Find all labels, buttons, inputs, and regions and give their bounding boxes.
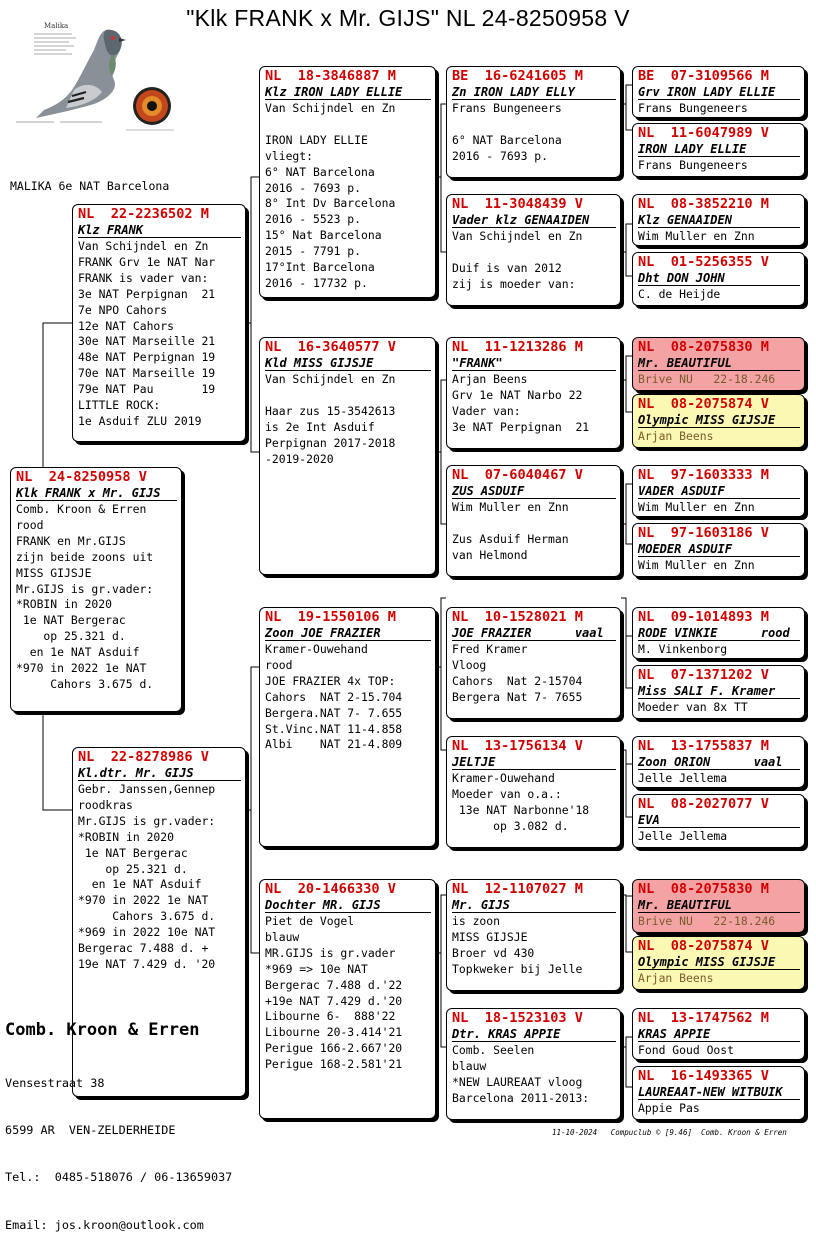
card-g5-7[interactable] [632, 465, 805, 517]
ring-number: NL 12-1107027 M [452, 881, 583, 897]
card-line: Brive NU 22-18.246 [638, 914, 776, 928]
owner-phone: Tel.: 0485-518076 / 06-13659037 [5, 1170, 233, 1185]
card-line: 30e NAT Marseille 21 [78, 334, 216, 349]
card-line: Van Schijndel en Zn [78, 239, 209, 253]
card-line: op 3.082 d. [452, 818, 569, 833]
card-line: Topkweker bij Jelle [452, 961, 583, 976]
card-line [265, 117, 431, 133]
ring-number: NL 22-8278986 V [78, 749, 209, 765]
ring-number: BE 16-6241605 M [452, 68, 583, 84]
ring-number: NL 01-5256355 V [638, 254, 769, 270]
card-line: Wim Muller en Znn [638, 500, 755, 514]
pigeon-name: Miss SALI F. Kramer [638, 684, 800, 699]
card-line: Vader van: [452, 403, 521, 418]
card-line: 1e NAT Bergerac [16, 613, 126, 628]
card-ssd[interactable] [446, 194, 621, 306]
card-line: Perpignan 2017-2018 [265, 435, 396, 450]
pigeon-name: IRON LADY ELLIE [638, 142, 800, 157]
card-sire-dam[interactable] [259, 337, 436, 575]
card-line: Frans Bungeneers [638, 101, 748, 115]
card-line: MISS GIJSJE [16, 565, 92, 580]
card-line: 79e NAT Pau 19 [78, 382, 216, 397]
owner-name: Comb. Kroon & Erren [5, 1020, 200, 1040]
card-line: 1e Asduif ZLU 2019 [78, 413, 202, 428]
card-line: Arjan Beens [638, 429, 714, 443]
card-line: *969 => 10e NAT [265, 961, 368, 976]
card-line: 2016 - 5523 p. [265, 212, 362, 227]
card-line: Vloog [452, 657, 487, 672]
card-sdd[interactable] [446, 465, 621, 577]
ring-number: NL 19-1550106 M [265, 609, 396, 625]
card-line: rood [16, 517, 44, 532]
ring-number: NL 16-3640577 V [265, 339, 396, 355]
ring-number: NL 08-3852210 M [638, 196, 769, 212]
card-line: Cahors Nat 2-15704 [452, 673, 583, 688]
card-g5-6[interactable] [632, 394, 805, 448]
ring-number: NL 11-6047989 V [638, 125, 769, 141]
card-g5-3[interactable] [632, 194, 805, 246]
card-line: Haar zus 15-3542613 [265, 403, 396, 418]
card-line: en 1e NAT Asduif [16, 645, 140, 660]
card-line: IRON LADY ELLIE [265, 132, 368, 147]
card-line: MISS GIJSJE [452, 929, 528, 944]
ring-number: NL 08-2027077 V [638, 796, 769, 812]
card-line: Moeder van 8x TT [638, 700, 748, 714]
card-line: 1e NAT Bergerac [78, 845, 188, 860]
pigeon-name: JELTJE [452, 755, 616, 770]
card-sss[interactable] [446, 66, 621, 178]
pigeon-name: Zn IRON LADY ELLY [452, 85, 616, 100]
pigeon-name: Mr. BEAUTIFUL [638, 898, 800, 913]
card-line: 3e NAT Perpignan 21 [452, 419, 590, 434]
pedigree-title: "Klk FRANK x Mr. GIJS" NL 24-8250958 V [186, 5, 630, 31]
card-line: Van Schijndel en Zn [452, 229, 583, 243]
card-g5-14[interactable] [632, 936, 805, 990]
ring-number: NL 18-1523103 V [452, 1010, 583, 1026]
card-line: Wim Muller en Znn [452, 500, 569, 514]
card-line: FRANK is vader van: [78, 270, 209, 285]
ring-number: NL 10-1528021 M [452, 609, 583, 625]
pigeon-name: JOE FRAZIER vaal [452, 626, 616, 641]
footer-credit: 11-10-2024 Compuclub © [9.46] Comb. Kroon & Erren [552, 1128, 787, 1137]
card-g5-16[interactable] [632, 1066, 805, 1120]
card-line: FRANK Grv 1e NAT Nar [78, 254, 216, 269]
pigeon-name: MOEDER ASDUIF [638, 542, 800, 557]
card-line: blauw [265, 929, 300, 944]
card-line: Mr.GIJS is gr.vader: [78, 813, 216, 828]
card-line: Broer vd 430 [452, 945, 535, 960]
pigeon-name: Olympic MISS GIJSJE [638, 955, 800, 970]
card-dam-sire[interactable] [259, 607, 436, 847]
card-line: Zus Asduif Herman [452, 531, 569, 546]
pigeon-name: Olympic MISS GIJSJE [638, 413, 800, 428]
ring-number: NL 20-1466330 V [265, 881, 396, 897]
card-g5-4[interactable] [632, 252, 805, 306]
ring-number: BE 07-3109566 M [638, 68, 769, 84]
card-line: Van Schijndel en Zn [265, 101, 396, 115]
pigeon-name: EVA [638, 813, 800, 828]
card-line: Brive NU 22-18.246 [638, 372, 776, 386]
card-line: Duif is van 2012 [452, 260, 562, 275]
pigeon-name: Klz GENAAIDEN [638, 213, 800, 228]
card-g5-1[interactable] [632, 66, 805, 118]
card-dds[interactable] [446, 879, 621, 991]
card-line: Kramer-Ouwehand [265, 642, 368, 656]
pigeon-name: Zoon JOE FRAZIER [265, 626, 431, 641]
card-line: 17°Int Barcelona [265, 260, 375, 275]
card-g5-8[interactable] [632, 523, 805, 577]
card-line: vliegt: [265, 148, 314, 163]
card-line: 15° Nat Barcelona [265, 228, 382, 243]
card-line: Frans Bungeneers [638, 158, 748, 172]
logo-caption: Malika [44, 22, 69, 30]
card-line: Bergera.NAT 7- 7.655 [265, 705, 403, 720]
side-note: MALIKA 6e NAT Barcelona [10, 179, 170, 193]
pigeon-name: Klk FRANK x Mr. GIJS [16, 486, 177, 501]
card-line: Libourne 6- 888'22 [265, 1009, 396, 1024]
card-line: Perigue 168-2.581'21 [265, 1057, 403, 1072]
ring-number: NL 97-1603333 M [638, 467, 769, 483]
pigeon-name: Dtr. KRAS APPIE [452, 1027, 616, 1042]
card-line: 2016 - 7693 p. [452, 148, 549, 163]
pigeon-name: Klz IRON LADY ELLIE [265, 85, 431, 100]
card-g5-15[interactable] [632, 1008, 805, 1060]
pigeon-name: Kld MISS GIJSJE [265, 356, 431, 371]
card-line: Libourne 20-3.414'21 [265, 1025, 403, 1040]
card-line: Cahors NAT 2-15.704 [265, 689, 403, 704]
card-g5-5[interactable] [632, 337, 805, 391]
card-line: 70e NAT Marseille 19 [78, 366, 216, 381]
pigeon-name: Zoon ORION vaal [638, 755, 800, 770]
ring-number: NL 24-8250958 V [16, 469, 147, 485]
card-line: is 2e Int Asduif [265, 419, 375, 434]
card-line: Wim Muller en Znn [638, 558, 755, 572]
card-line: 48e NAT Perpignan 19 [78, 350, 216, 365]
card-line: Moeder van o.a.: [452, 786, 562, 801]
pigeon-name: LAUREAAT-NEW WITBUIK [638, 1085, 800, 1100]
card-line: Cahors 3.675 d. [16, 676, 154, 691]
card-line: Bergerac 7.488 d. + [78, 941, 209, 956]
card-dss[interactable] [446, 607, 621, 719]
card-line: 13e NAT Narbonne'18 [452, 802, 590, 817]
ring-number: NL 11-3048439 V [452, 196, 583, 212]
card-line: JOE FRAZIER 4x TOP: [265, 673, 396, 688]
card-line: zij is moeder van: [452, 276, 576, 291]
pigeon-name: KRAS APPIE [638, 1027, 800, 1042]
pigeon-name: Klz FRANK [78, 223, 241, 238]
card-line: Appie Pas [638, 1101, 700, 1115]
card-line: 8° Int Dv Barcelona [265, 196, 396, 211]
card-line: blauw [452, 1058, 487, 1073]
card-line: St.Vinc.NAT 11-4.858 [265, 721, 403, 736]
ring-number: NL 09-1014893 M [638, 609, 769, 625]
pigeon-name: VADER ASDUIF [638, 484, 800, 499]
ring-number: NL 13-1755837 M [638, 738, 769, 754]
card-line: *ROBIN in 2020 [78, 829, 175, 844]
card-line: en 1e NAT Asduif [78, 877, 202, 892]
card-g5-9[interactable] [632, 607, 805, 659]
pigeon-name: RODE VINKIE rood [638, 626, 800, 641]
card-line: Cahors 3.675 d. [78, 909, 216, 924]
card-line: 3e NAT Perpignan 21 [78, 286, 216, 301]
ring-number: NL 07-1371202 V [638, 667, 769, 683]
card-line: Kramer-Ouwehand [452, 771, 555, 785]
card-line: 2016 - 17732 p. [265, 275, 368, 290]
ring-number: NL 13-1756134 V [452, 738, 583, 754]
card-line: Arjan Beens [638, 971, 714, 985]
card-line: 12e NAT Cahors [78, 318, 175, 333]
card-line [452, 117, 616, 133]
card-line: Comb. Kroon & Erren [16, 502, 147, 516]
ring-number: NL 11-1213286 M [452, 339, 583, 355]
card-line: 6° NAT Barcelona [265, 164, 375, 179]
card-line: C. de Heijde [638, 287, 721, 301]
owner-contact [5, 1044, 232, 1249]
card-subject[interactable] [10, 467, 182, 712]
ring-number: NL 18-3846887 M [265, 68, 396, 84]
card-line: *970 in 2022 1e NAT [78, 893, 209, 908]
card-line: Fred Kramer [452, 642, 528, 656]
owner-city: 6599 AR VEN-ZELDERHEIDE [5, 1122, 176, 1137]
ring-number: NL 07-6040467 V [452, 467, 583, 483]
card-line: LITTLE ROCK: [78, 398, 161, 413]
card-line: Mr.GIJS is gr.vader: [16, 581, 154, 596]
card-line: Jelle Jellema [638, 771, 728, 785]
pigeon-name: Mr. BEAUTIFUL [638, 356, 800, 371]
card-line: Gebr. Janssen,Gennep [78, 782, 216, 796]
card-line: *ROBIN in 2020 [16, 597, 113, 612]
card-line [452, 245, 616, 261]
card-g5-2[interactable] [632, 123, 805, 177]
card-g5-11[interactable] [632, 736, 805, 788]
card-line: Comb. Seelen [452, 1043, 535, 1057]
card-dam-dam[interactable] [259, 879, 436, 1119]
card-line: Barcelona 2011-2013: [452, 1090, 590, 1105]
card-sds[interactable] [446, 337, 621, 449]
card-sire-sire[interactable] [259, 66, 436, 298]
ring-number: NL 08-2075830 M [638, 339, 769, 355]
pigeon-name: Kl.dtr. Mr. GIJS [78, 766, 241, 781]
ring-number: NL 08-2075874 V [638, 938, 769, 954]
card-line: MR.GIJS is gr.vader [265, 945, 396, 960]
card-line: Bergera Nat 7- 7655 [452, 689, 583, 704]
pigeon-name: Grv IRON LADY ELLIE [638, 85, 800, 100]
card-line [452, 516, 616, 532]
card-g5-13[interactable] [632, 879, 805, 933]
card-ddd[interactable] [446, 1008, 621, 1120]
pigeon-name: Vader klz GENAAIDEN [452, 213, 616, 228]
card-line: Arjan Beens [452, 372, 528, 386]
card-line: 2015 - 7791 p. [265, 244, 362, 259]
card-line: is zoon [452, 914, 501, 928]
pigeon-name: Dochter MR. GIJS [265, 898, 431, 913]
card-line: 6° NAT Barcelona [452, 132, 562, 147]
card-line: 19e NAT 7.429 d. '20 [78, 956, 216, 971]
owner-address: Vensestraat 38 [5, 1075, 105, 1090]
card-g5-10[interactable] [632, 665, 805, 719]
ring-number: NL 13-1747562 M [638, 1010, 769, 1026]
card-line: Wim Muller en Znn [638, 229, 755, 243]
card-line [265, 388, 431, 404]
pigeon-name: ZUS ASDUIF [452, 484, 616, 499]
card-line: Fond Goud Oost [638, 1043, 735, 1057]
ring-number: NL 08-2075830 M [638, 881, 769, 897]
card-line: op 25.321 d. [78, 861, 188, 876]
card-line: -2019-2020 [265, 451, 334, 466]
card-line: FRANK en Mr.GIJS [16, 533, 126, 548]
card-line: van Helmond [452, 547, 528, 562]
card-line: Jelle Jellema [638, 829, 728, 843]
card-line: *970 in 2022 1e NAT [16, 661, 147, 676]
ring-number: NL 22-2236502 M [78, 206, 209, 222]
card-line: M. Vinkenborg [638, 642, 728, 656]
card-g5-12[interactable] [632, 794, 805, 848]
pigeon-name: Mr. GIJS [452, 898, 616, 913]
pigeon-logo [14, 18, 180, 128]
card-line: Van Schijndel en Zn [265, 372, 396, 386]
card-line: Albi NAT 21-4.809 [265, 737, 403, 752]
card-line: zijn beide zoons uit [16, 549, 154, 564]
card-line: Piet de Vogel [265, 914, 355, 928]
card-line: Frans Bungeneers [452, 101, 562, 115]
card-line: 2016 - 7693 p. [265, 180, 362, 195]
ring-number: NL 08-2075874 V [638, 396, 769, 412]
ring-number: NL 16-1493365 V [638, 1068, 769, 1084]
card-line: op 25.321 d. [16, 629, 126, 644]
card-line: 7e NPO Cahors [78, 302, 168, 317]
ring-number: NL 97-1603186 V [638, 525, 769, 541]
card-line: *NEW LAUREAAT vloog [452, 1074, 583, 1089]
pigeon-name: "FRANK" [452, 356, 616, 371]
card-sire[interactable] [72, 204, 246, 442]
card-line: *969 in 2022 10e NAT [78, 925, 216, 940]
pigeon-name: Dht DON JOHN [638, 271, 800, 286]
owner-email: Email: jos.kroon@outlook.com [5, 1217, 204, 1232]
card-line: Bergerac 7.488 d.'22 [265, 977, 403, 992]
card-line: Grv 1e NAT Narbo 22 [452, 387, 583, 402]
card-line: roodkras [78, 797, 133, 812]
card-line: +19e NAT 7.429 d.'20 [265, 993, 403, 1008]
card-line: rood [265, 657, 293, 672]
card-dsd[interactable] [446, 736, 621, 848]
card-line: Perigue 166-2.667'20 [265, 1041, 403, 1056]
